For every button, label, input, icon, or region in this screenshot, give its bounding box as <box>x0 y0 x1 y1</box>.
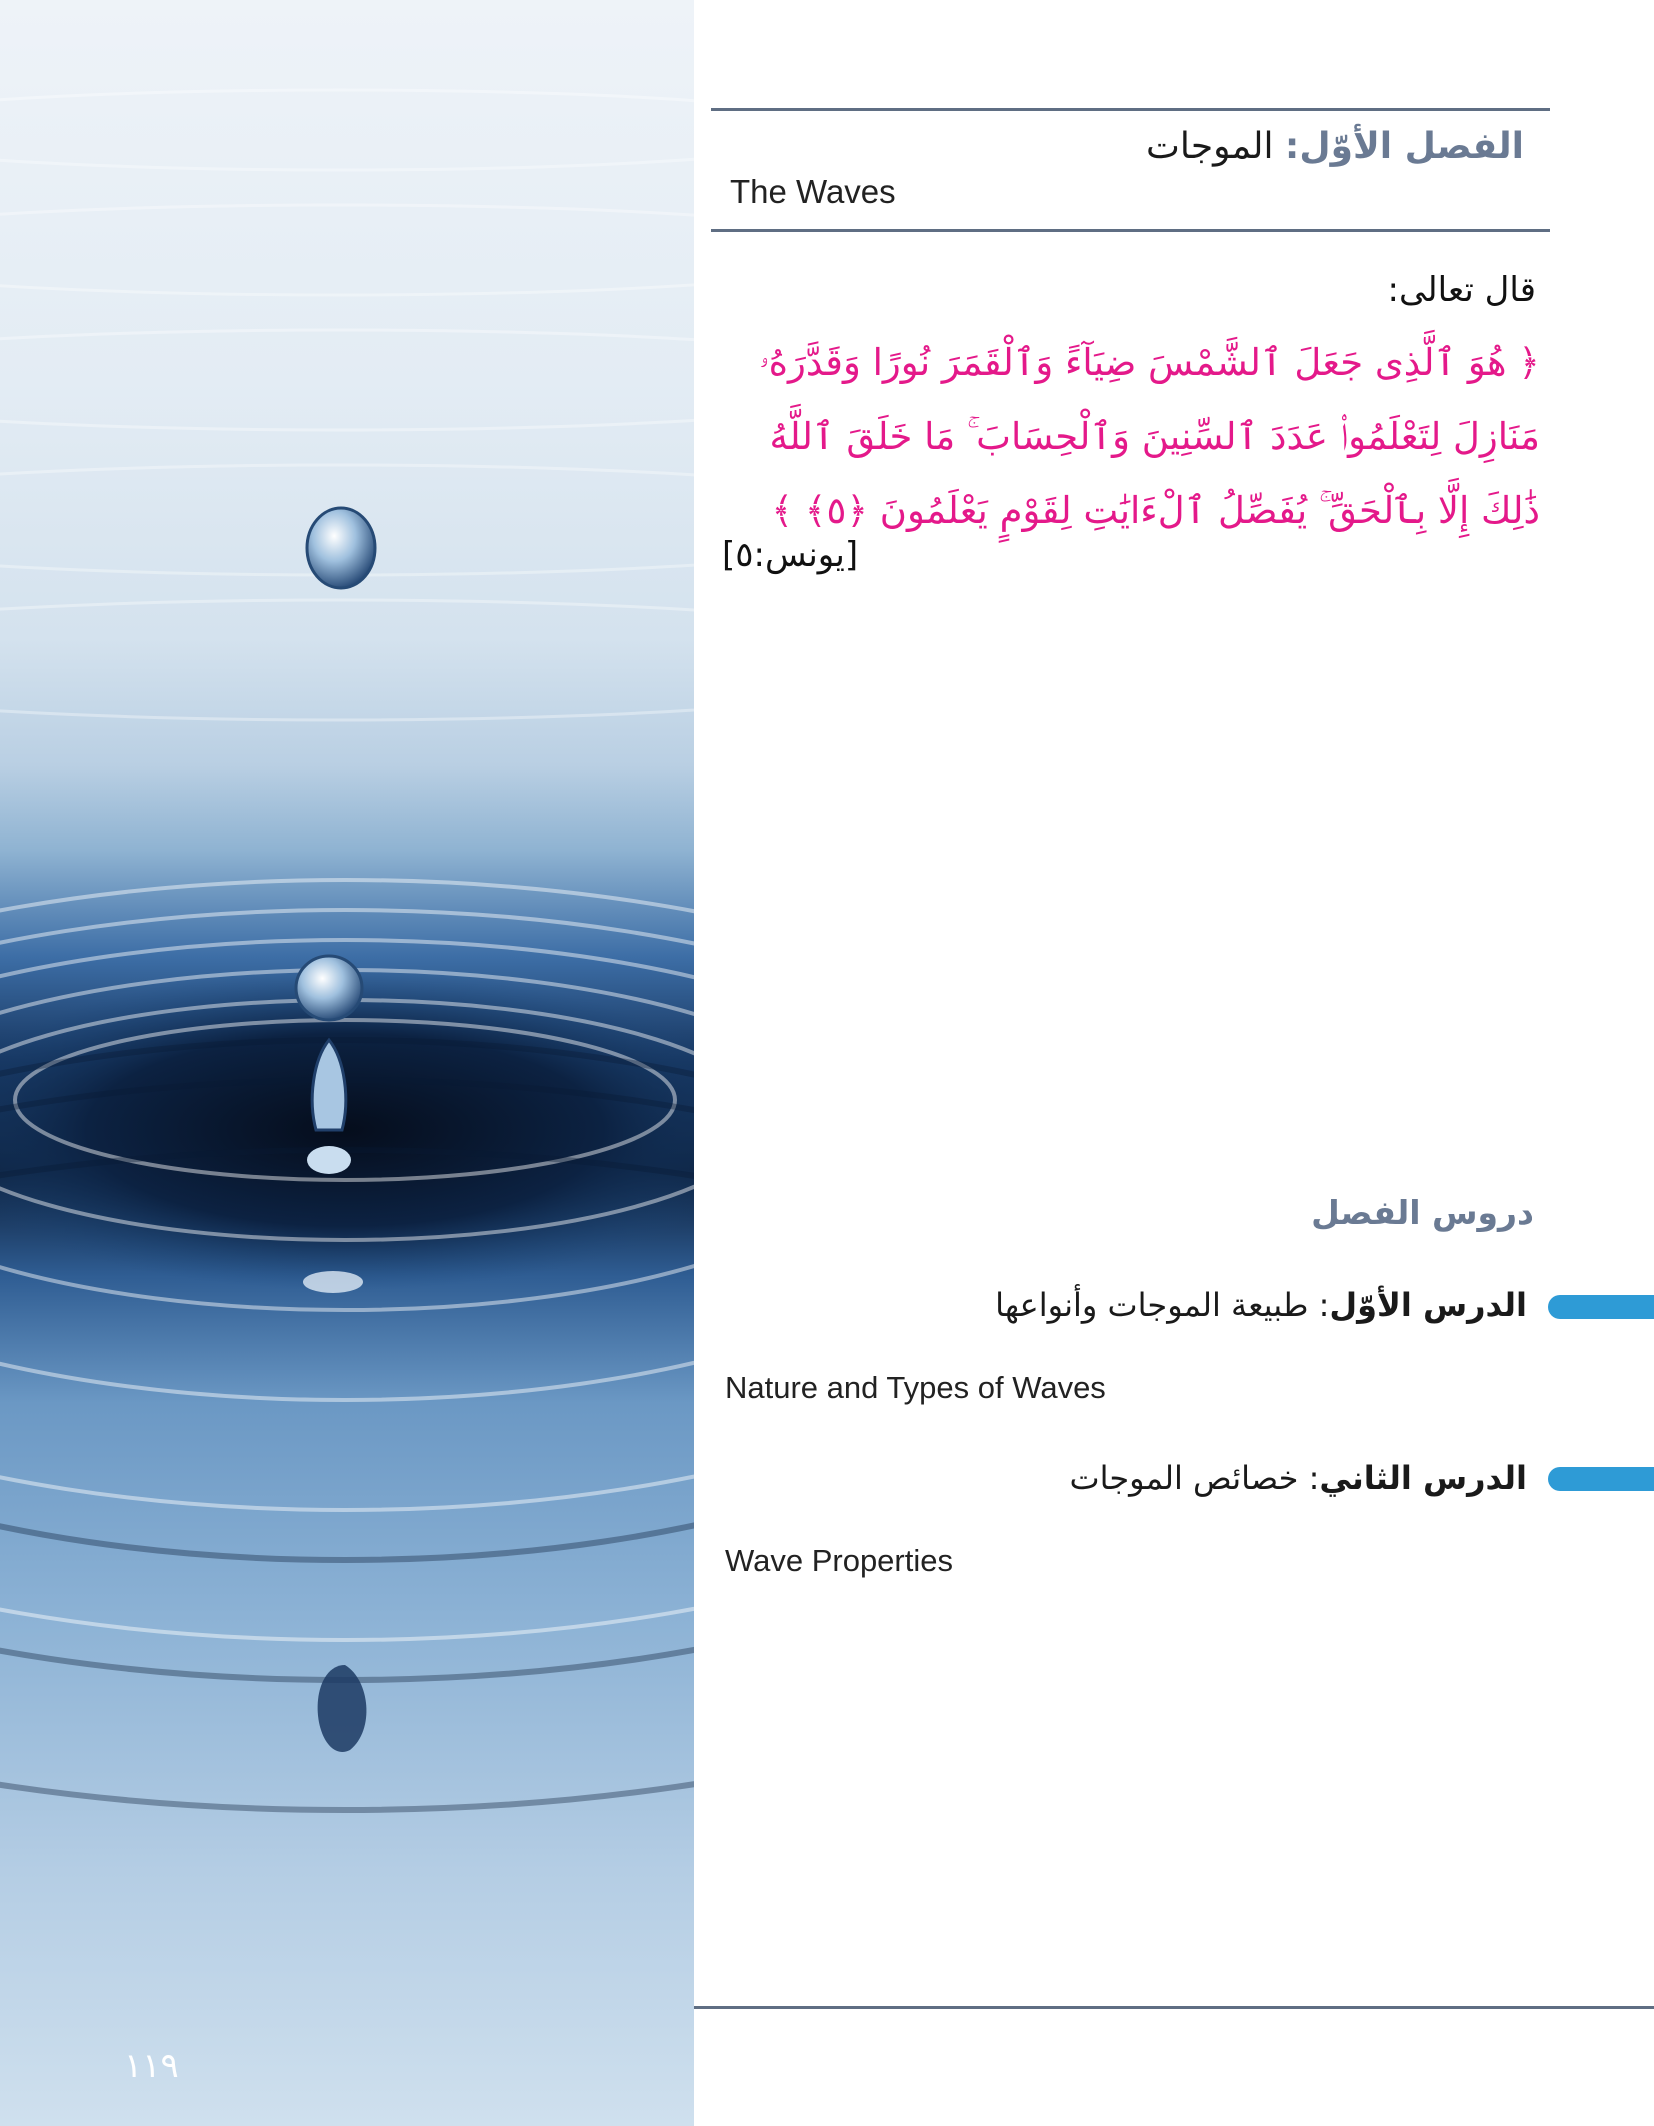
page-number: ١١٩ <box>124 2046 179 2086</box>
chapter-separator: : <box>1284 126 1300 167</box>
lesson-1-label: الدرس الأوّل <box>1329 1286 1527 1324</box>
lesson-marker-icon <box>1548 1295 1654 1319</box>
lesson-2-title-english: Wave Properties <box>725 1543 953 1578</box>
title-divider <box>711 229 1550 232</box>
bottom-divider <box>694 2006 1654 2009</box>
lesson-2-label: الدرس الثاني <box>1319 1459 1527 1497</box>
lesson-1-separator: : <box>1308 1286 1330 1324</box>
lesson-marker-icon <box>1548 1467 1654 1491</box>
quote-intro: قال تعالى: <box>1387 270 1536 310</box>
lesson-2-name: خصائص الموجات <box>1069 1459 1299 1497</box>
chapter-label: الفصل الأوّل <box>1299 126 1524 167</box>
chapter-title <box>1146 126 1524 167</box>
quran-verse: ﴿ هُوَ ٱلَّذِى جَعَلَ ٱلشَّمْسَ ضِيَآءً وَٱلْقَمَرَ نُورًا وَقَدَّرَهُۥ مَنَازِلَ لِتَعْلَمُوا۟ عَدَدَ ٱلسِّنِينَ وَٱلْحِسَابَ ۚ مَا خَلَقَ ٱللَّهُ ذَٰلِكَ إِلَّا بِٱلْحَقِّ ۚ يُفَصِّلُ ٱلْءَايَٰتِ لِقَوْمٍ يَعْلَمُونَ ﴿٥﴾ ﴾ <box>759 341 1540 532</box>
chapter-name: الموجات <box>1145 126 1285 167</box>
lessons-heading: دروس الفصل <box>1311 1193 1534 1232</box>
lesson-1-title-english: Nature and Types of Waves <box>725 1370 1106 1405</box>
lesson-1-title <box>995 1286 1527 1324</box>
lesson-1-name: طبيعة الموجات وأنواعها <box>995 1286 1309 1324</box>
water-ripples-graphic <box>0 0 694 2126</box>
lesson-2-separator: : <box>1298 1459 1320 1497</box>
top-divider <box>711 108 1550 111</box>
water-droplet-image <box>0 0 694 2126</box>
lesson-2-title <box>1070 1459 1527 1497</box>
verse-reference: [يونس:٥] <box>722 535 859 575</box>
chapter-title-english: The Waves <box>730 173 896 210</box>
